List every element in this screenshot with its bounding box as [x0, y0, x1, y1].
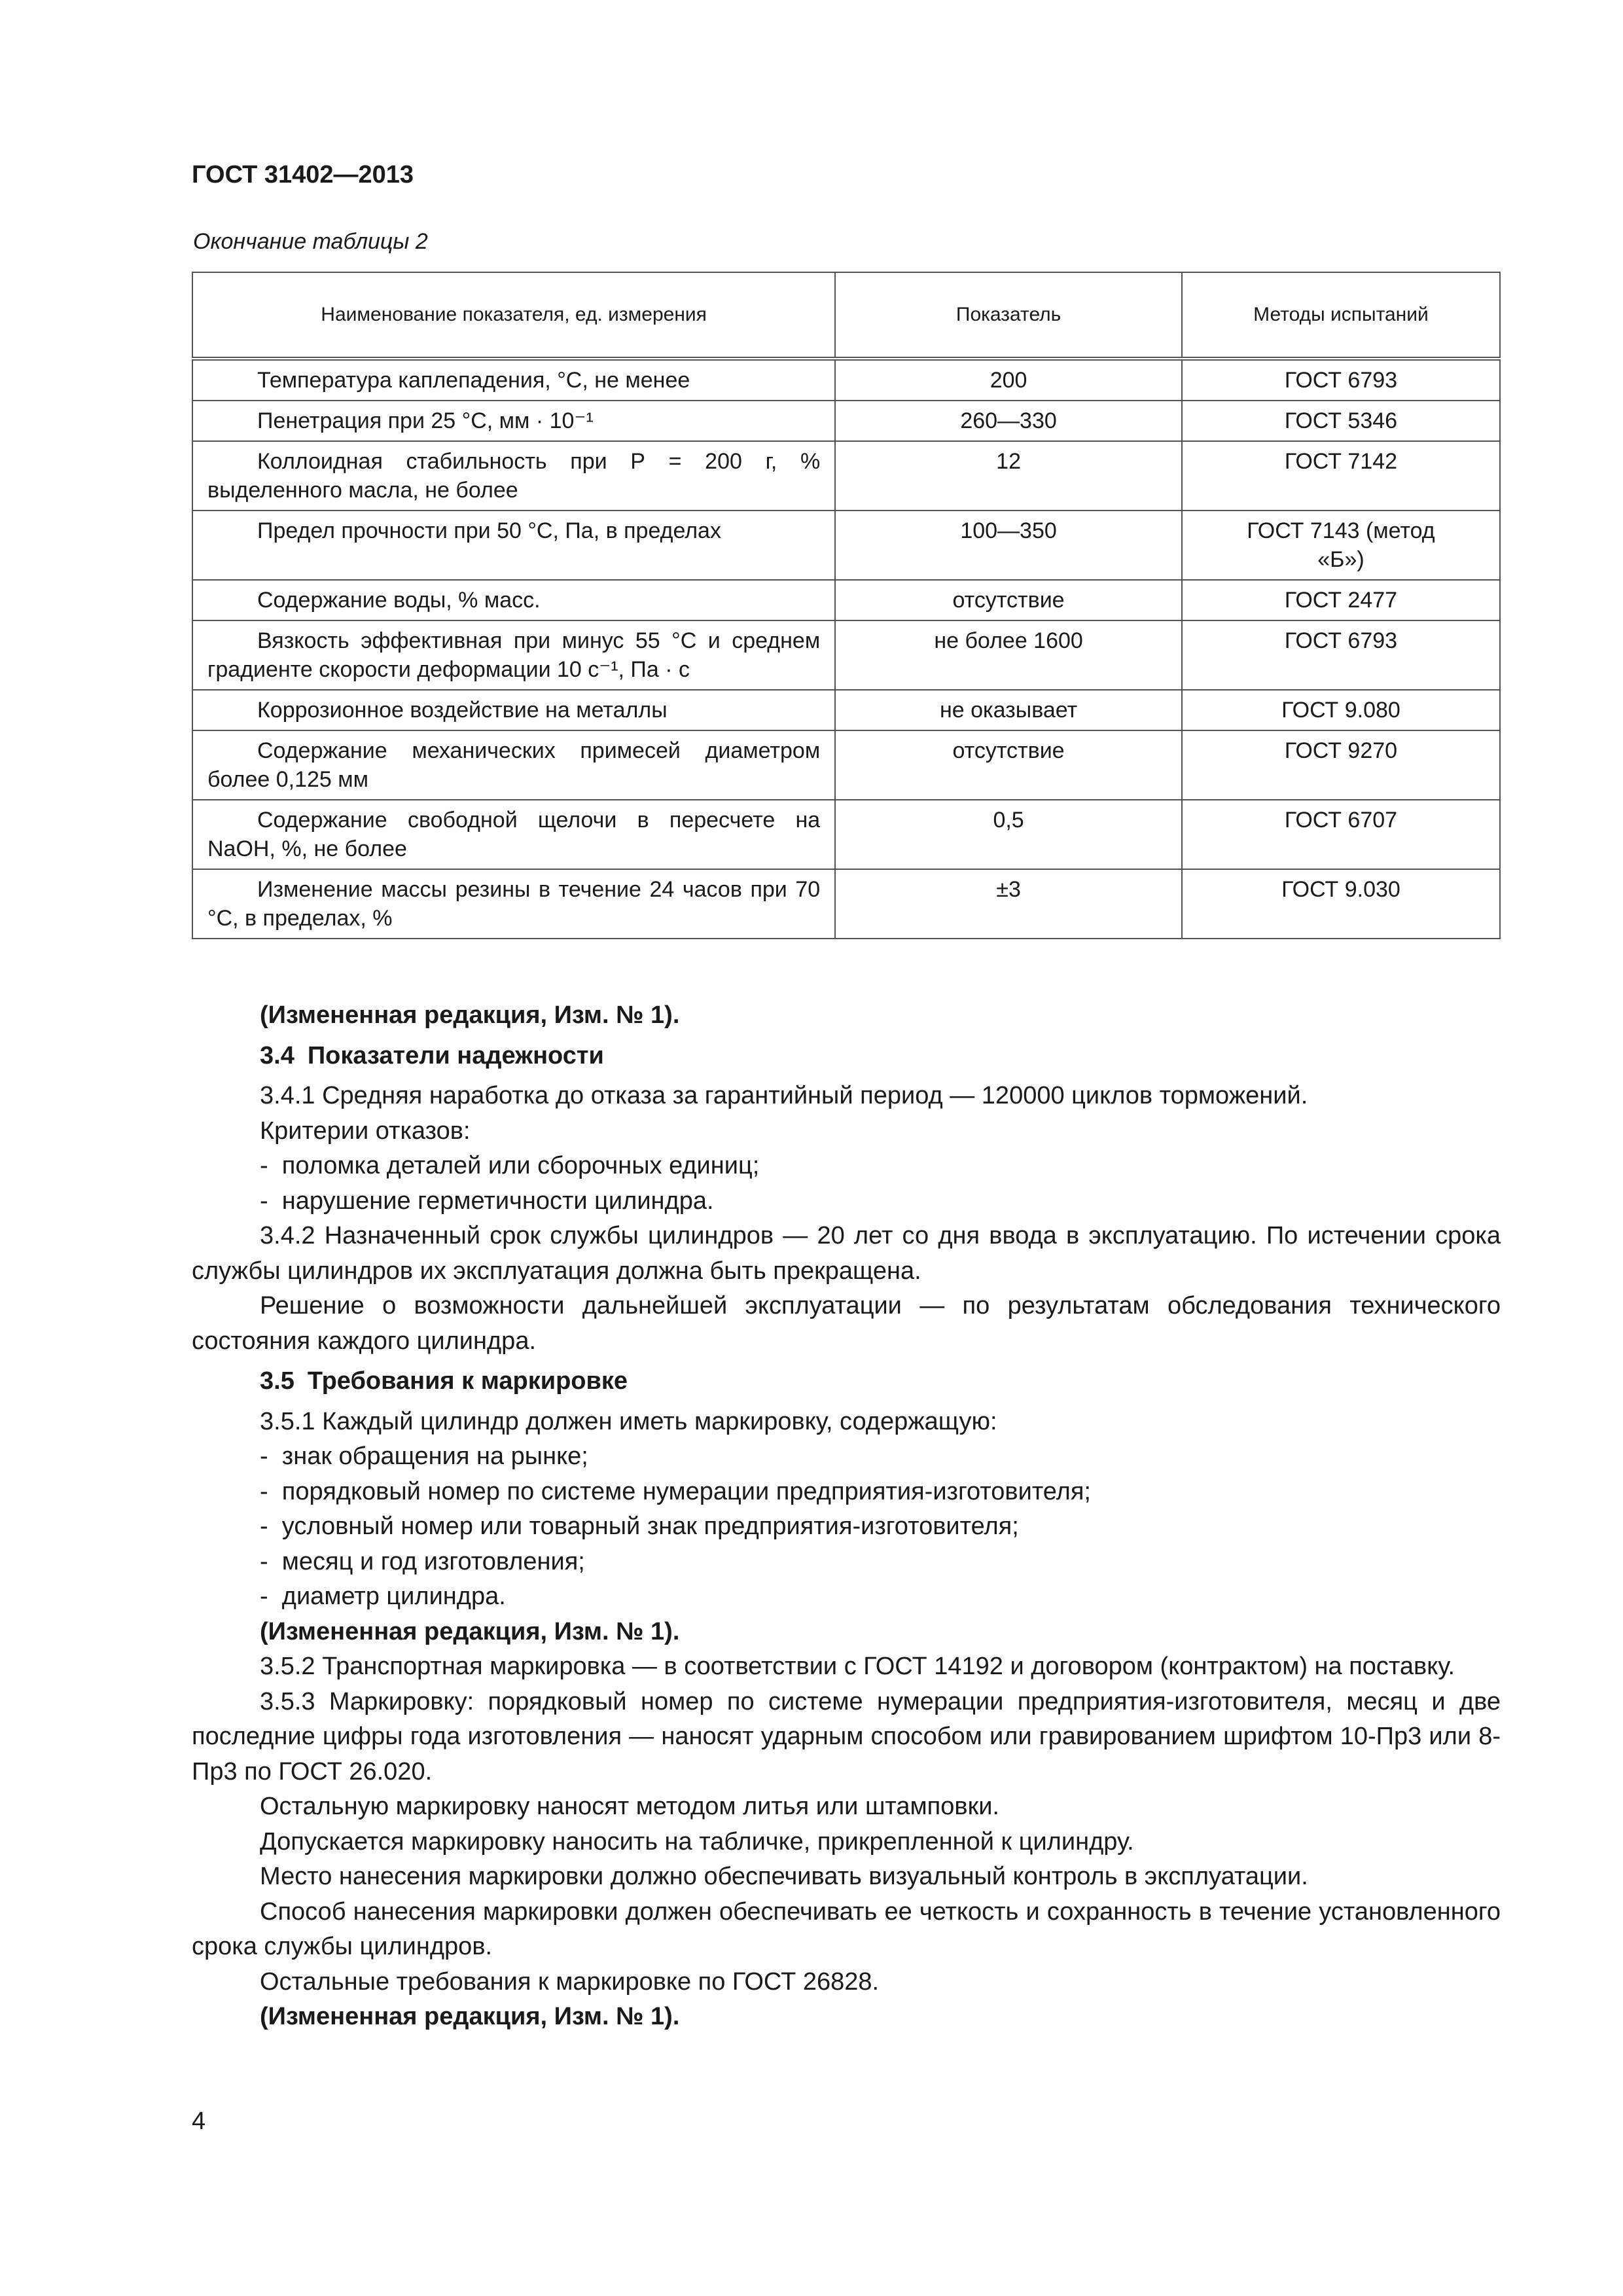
list-item: - знак обращения на рынке;	[192, 1439, 1501, 1475]
row-name: Содержание свободной щелочи в пересчете на NaOH, %, не более	[192, 800, 835, 869]
row-method: ГОСТ 5346	[1182, 401, 1500, 441]
row-method: ГОСТ 7142	[1182, 441, 1500, 511]
row-value: 100—350	[835, 511, 1182, 580]
list-item: - диаметр цилиндра.	[192, 1579, 1501, 1615]
amendment-note: (Измененная редакция, Изм. № 1).	[260, 1001, 680, 1029]
row-method: ГОСТ 9270	[1182, 730, 1500, 800]
paragraph-3-4-1: 3.4.1 Средняя наработка до отказа за гарантийный период — 120000 циклов торможений.	[260, 1082, 1308, 1109]
section-title: Требования к маркировке	[307, 1367, 628, 1395]
row-name: Вязкость эффективная при минус 55 °С и среднем градиенте скорости деформации 10 с⁻¹, Па · с	[192, 620, 835, 690]
row-name: Содержание механических примесей диаметром более 0,125 мм	[192, 730, 835, 800]
document-header: ГОСТ 31402—2013	[192, 161, 414, 188]
row-method: ГОСТ 9.030	[1182, 869, 1500, 939]
table-row	[192, 359, 1500, 401]
section-number: 3.4	[260, 1041, 294, 1069]
table-row	[192, 511, 1500, 580]
section-title: Показатели надежности	[307, 1041, 604, 1069]
document-body	[192, 998, 1501, 2035]
list-item: - нарушение герметичности цилиндра.	[192, 1184, 1501, 1219]
table-header	[192, 272, 1500, 359]
row-value: ±3	[835, 869, 1182, 939]
column-header-name: Наименование показателя, ед. измерения	[192, 272, 835, 359]
paragraph-3-4-2: 3.4.2 Назначенный срок службы цилиндров — 20 лет со дня ввода в эксплуатацию. По истечении срока службы цилиндров их эксплуатация должна быть прекращена.	[192, 1222, 1501, 1285]
list-item: - поломка деталей или сборочных единиц;	[192, 1149, 1501, 1184]
row-value: отсутствие	[835, 580, 1182, 620]
row-value: 200	[835, 359, 1182, 401]
list-item: - месяц и год изготовления;	[192, 1545, 1501, 1580]
paragraph-plate: Допускается маркировку наносить на табличке, прикрепленной к цилиндру.	[260, 1827, 1134, 1856]
row-method: ГОСТ 2477	[1182, 580, 1500, 620]
table-row	[192, 580, 1500, 620]
row-method: ГОСТ 6793	[1182, 620, 1500, 690]
column-header-method: Методы испытаний	[1182, 272, 1500, 359]
table-row	[192, 401, 1500, 441]
specification-table	[192, 272, 1501, 939]
row-value: не оказывает	[835, 690, 1182, 730]
section-number: 3.5	[260, 1367, 294, 1395]
paragraph-method: Способ нанесения маркировки должен обеспечивать ее четкость и сохранность в течение установленного срока службы цилиндров.	[192, 1897, 1501, 1960]
column-header-value: Показатель	[835, 272, 1182, 359]
row-method: ГОСТ 6707	[1182, 800, 1500, 869]
table-row	[192, 441, 1500, 511]
row-method: ГОСТ 6793	[1182, 359, 1500, 401]
paragraph-failure-criteria: Критерии отказов:	[260, 1117, 471, 1145]
row-method: ГОСТ 7143 (метод «Б»)	[1182, 511, 1500, 580]
row-name: Коллоидная стабильность при Р = 200 г, % выделенного масла, не более	[192, 441, 835, 511]
table-row	[192, 620, 1500, 690]
paragraph-other-requirements: Остальные требования к маркировке по ГОСТ 26828.	[260, 1967, 880, 1996]
row-value: 260—330	[835, 401, 1182, 441]
row-name: Предел прочности при 50 °С, Па, в пределах	[192, 511, 835, 580]
paragraph-casting: Остальную маркировку наносят методом литья или штамповки.	[260, 1793, 999, 1820]
row-name: Содержание воды, % масс.	[192, 580, 835, 620]
table-row	[192, 690, 1500, 730]
table-header-row	[192, 272, 1500, 359]
table-row	[192, 800, 1500, 869]
list-item: - порядковый номер по системе нумерации предприятия-изготовителя;	[192, 1475, 1501, 1510]
row-value: отсутствие	[835, 730, 1182, 800]
amendment-note: (Измененная редакция, Изм. № 1).	[260, 2003, 680, 2030]
table-row	[192, 730, 1500, 800]
paragraph-3-5-2: 3.5.2 Транспортная маркировка — в соответствии с ГОСТ 14192 и договором (контрактом) на поставку.	[260, 1653, 1455, 1680]
row-value: 12	[835, 441, 1182, 511]
table-row	[192, 869, 1500, 939]
table-caption: Окончание таблицы 2	[193, 229, 428, 254]
row-value: 0,5	[835, 800, 1182, 869]
paragraph-3-5-1: 3.5.1 Каждый цилиндр должен иметь маркировку, содержащую:	[260, 1407, 997, 1435]
row-name: Изменение массы резины в течение 24 часов при 70 °С, в пределах, %	[192, 869, 835, 939]
row-name: Температура каплепадения, °С, не менее	[192, 359, 835, 401]
amendment-note: (Измененная редакция, Изм. № 1).	[260, 1617, 680, 1645]
page-number: 4	[192, 2108, 206, 2135]
paragraph-3-5-3: 3.5.3 Маркировку: порядковый номер по системе нумерации предприятия-изготовителя, месяц и две последние цифры года изготовления — наносят ударным способом или гравированием шрифтом 10-Пр3 или 8-Пр3 по ГОСТ 26.020.	[192, 1687, 1501, 1785]
list-item: - условный номер или товарный знак предприятия-изготовителя;	[192, 1509, 1501, 1545]
paragraph-place: Место нанесения маркировки должно обеспечивать визуальный контроль в эксплуатации.	[260, 1863, 1308, 1890]
section-heading-3-4	[192, 1039, 1501, 1074]
row-value: не более 1600	[835, 620, 1182, 690]
section-heading-3-5	[192, 1364, 1501, 1399]
paragraph-decision: Решение о возможности дальнейшей эксплуатации — по результатам обследования технического состояния каждого цилиндра.	[192, 1292, 1501, 1355]
table-body	[192, 359, 1500, 939]
row-method: ГОСТ 9.080	[1182, 690, 1500, 730]
row-name: Коррозионное воздействие на металлы	[192, 690, 835, 730]
row-name: Пенетрация при 25 °С, мм · 10⁻¹	[192, 401, 835, 441]
